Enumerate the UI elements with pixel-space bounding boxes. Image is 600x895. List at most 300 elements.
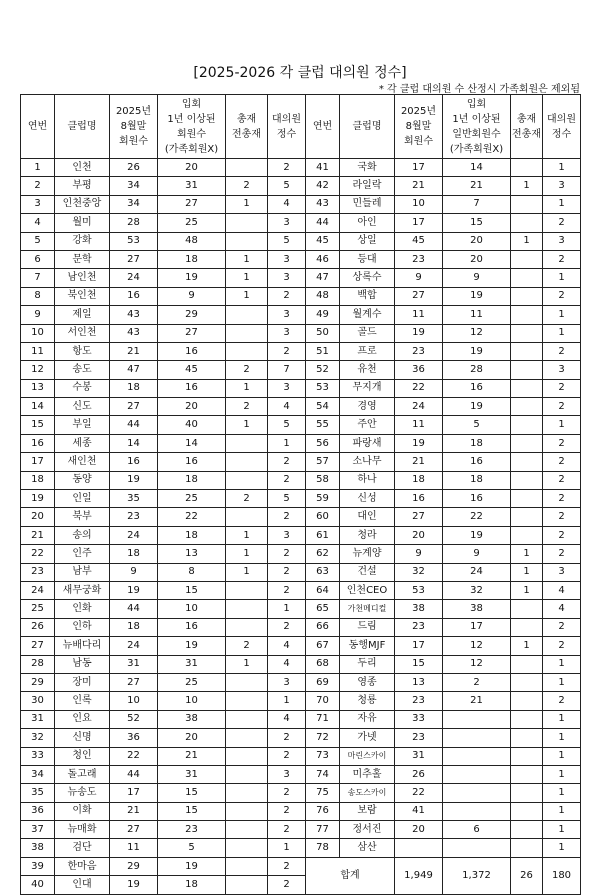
table-row [21,195,581,213]
cell-no-right: 54 [306,398,340,416]
cell-club-right: 프로 [340,342,395,360]
cell-delegates: 1 [268,692,306,710]
cell-no-right: 64 [306,581,340,599]
cell-members: 35 [110,490,158,508]
cell-members: 43 [110,306,158,324]
cell-members-right: 19 [395,434,443,452]
cell-transfer-right [511,214,543,232]
cell-delegates: 3 [268,306,306,324]
cell-members: 19 [110,876,158,894]
cell-transfer: 2 [226,177,268,195]
cell-over1y-right: 14 [443,159,511,177]
cell-no: 15 [21,416,55,434]
cell-members: 44 [110,416,158,434]
cell-over1y-right: 16 [443,490,511,508]
cell-members: 34 [110,177,158,195]
cell-over1y-right: 20 [443,250,511,268]
cell-delegates-right: 1 [543,710,581,728]
cell-members: 44 [110,600,158,618]
cell-over1y: 13 [158,545,226,563]
table-row [21,692,581,710]
cell-over1y: 31 [158,655,226,673]
cell-members: 14 [110,434,158,452]
cell-members: 26 [110,159,158,177]
cell-no-right: 41 [306,159,340,177]
cell-over1y-right [443,839,511,857]
cell-club-right: 마린스카이 [340,747,395,765]
cell-no: 19 [21,490,55,508]
cell-delegates-right: 2 [543,342,581,360]
cell-members: 34 [110,195,158,213]
header-delegates: 대의원 정수 [268,95,306,159]
cell-over1y-right: 16 [443,453,511,471]
cell-no-right: 52 [306,361,340,379]
cell-no: 20 [21,508,55,526]
cell-over1y: 25 [158,490,226,508]
cell-no: 29 [21,673,55,691]
cell-transfer [226,765,268,783]
cell-over1y-right: 7 [443,195,511,213]
cell-delegates: 3 [268,214,306,232]
cell-no-right: 47 [306,269,340,287]
table-row [21,618,581,636]
cell-over1y: 40 [158,416,226,434]
cell-over1y-right: 19 [443,342,511,360]
cell-over1y-right: 6 [443,821,511,839]
cell-no-right: 61 [306,526,340,544]
table-row [21,250,581,268]
cell-over1y: 15 [158,802,226,820]
cell-no-right: 53 [306,379,340,397]
cell-no-right: 51 [306,342,340,360]
cell-transfer-right: 1 [511,637,543,655]
cell-transfer: 1 [226,545,268,563]
cell-no: 30 [21,692,55,710]
cell-club: 뉴배다리 [55,637,110,655]
table-row [21,269,581,287]
cell-transfer-right [511,453,543,471]
header-delegates-right: 대의원 정수 [543,95,581,159]
cell-members-right: 13 [395,673,443,691]
cell-no: 16 [21,434,55,452]
cell-members: 21 [110,342,158,360]
cell-members: 31 [110,655,158,673]
cell-over1y: 48 [158,232,226,250]
cell-over1y-right: 2 [443,673,511,691]
cell-members: 22 [110,747,158,765]
cell-members: 16 [110,287,158,305]
cell-over1y: 5 [158,839,226,857]
table-row [21,490,581,508]
cell-transfer: 2 [226,637,268,655]
cell-club: 수봉 [55,379,110,397]
cell-delegates-right: 2 [543,526,581,544]
cell-delegates-right: 4 [543,581,581,599]
cell-delegates: 2 [268,876,306,894]
table-row [21,857,581,875]
cell-club: 월미 [55,214,110,232]
cell-over1y: 27 [158,324,226,342]
cell-transfer-right [511,306,543,324]
cell-members-right: 9 [395,545,443,563]
cell-no: 23 [21,563,55,581]
cell-transfer: 1 [226,655,268,673]
total-over1y: 1,372 [443,857,511,894]
cell-no-right: 57 [306,453,340,471]
cell-members-right: 32 [395,563,443,581]
cell-club: 강화 [55,232,110,250]
cell-members-right: 9 [395,269,443,287]
cell-delegates-right: 1 [543,306,581,324]
cell-club-right: 청룡 [340,692,395,710]
cell-club-right: 자유 [340,710,395,728]
cell-members: 16 [110,453,158,471]
cell-over1y: 20 [158,729,226,747]
header-no-right: 연번 [306,95,340,159]
cell-delegates-right: 1 [543,839,581,857]
total-members: 1,949 [395,857,443,894]
cell-no-right: 45 [306,232,340,250]
cell-transfer [226,159,268,177]
cell-delegates-right: 2 [543,490,581,508]
cell-delegates-right: 3 [543,361,581,379]
cell-members: 27 [110,250,158,268]
table-row [21,784,581,802]
cell-over1y-right: 32 [443,581,511,599]
cell-transfer: 1 [226,250,268,268]
cell-no: 28 [21,655,55,673]
cell-over1y-right: 12 [443,324,511,342]
cell-delegates-right: 1 [543,747,581,765]
cell-members-right: 11 [395,416,443,434]
cell-over1y: 20 [158,159,226,177]
cell-transfer [226,821,268,839]
cell-members: 9 [110,563,158,581]
cell-members-right: 21 [395,453,443,471]
cell-delegates-right: 2 [543,434,581,452]
cell-club: 인록 [55,692,110,710]
cell-transfer-right [511,287,543,305]
cell-members: 29 [110,857,158,875]
cell-club: 인천 [55,159,110,177]
cell-members-right: 33 [395,710,443,728]
cell-members: 43 [110,324,158,342]
cell-delegates: 3 [268,765,306,783]
cell-club: 뉴송도 [55,784,110,802]
cell-no-right: 63 [306,563,340,581]
cell-delegates: 2 [268,471,306,489]
cell-club-right: 인천CEO [340,581,395,599]
cell-over1y: 16 [158,379,226,397]
cell-transfer-right [511,600,543,618]
cell-no: 5 [21,232,55,250]
cell-over1y-right: 16 [443,379,511,397]
cell-transfer [226,214,268,232]
total-pg: 26 [511,857,543,894]
cell-club-right: 라일락 [340,177,395,195]
cell-delegates: 4 [268,637,306,655]
cell-delegates: 2 [268,581,306,599]
cell-over1y: 29 [158,306,226,324]
cell-delegates: 5 [268,416,306,434]
cell-delegates: 3 [268,250,306,268]
cell-over1y: 19 [158,637,226,655]
cell-delegates: 4 [268,398,306,416]
cell-over1y: 8 [158,563,226,581]
header-row [21,95,581,159]
cell-over1y-right: 20 [443,232,511,250]
cell-delegates: 2 [268,618,306,636]
cell-club: 항도 [55,342,110,360]
cell-over1y: 9 [158,287,226,305]
cell-club: 이화 [55,802,110,820]
cell-transfer: 1 [226,526,268,544]
cell-delegates: 2 [268,545,306,563]
cell-members-right: 27 [395,508,443,526]
cell-transfer-right [511,379,543,397]
cell-no: 14 [21,398,55,416]
cell-club: 한마음 [55,857,110,875]
cell-no-right: 69 [306,673,340,691]
cell-over1y: 18 [158,250,226,268]
cell-transfer-right: 1 [511,563,543,581]
cell-no-right: 66 [306,618,340,636]
cell-transfer-right [511,490,543,508]
cell-over1y-right: 21 [443,692,511,710]
cell-no: 39 [21,857,55,875]
cell-over1y-right: 9 [443,269,511,287]
total-label: 합계 [306,857,395,894]
cell-no-right: 77 [306,821,340,839]
cell-delegates-right: 1 [543,802,581,820]
cell-over1y-right: 18 [443,471,511,489]
cell-delegates: 1 [268,839,306,857]
cell-club: 장미 [55,673,110,691]
table-row [21,673,581,691]
table-row [21,526,581,544]
table-row [21,379,581,397]
cell-no-right: 42 [306,177,340,195]
cell-transfer-right [511,416,543,434]
cell-club-right: 대인 [340,508,395,526]
cell-transfer: 2 [226,361,268,379]
cell-over1y: 14 [158,434,226,452]
cell-members-right: 23 [395,250,443,268]
header-transfer-right: 총재 전총재 [511,95,543,159]
cell-transfer [226,306,268,324]
cell-club: 검단 [55,839,110,857]
cell-no: 22 [21,545,55,563]
cell-transfer-right [511,747,543,765]
cell-no-right: 48 [306,287,340,305]
cell-club: 인주 [55,545,110,563]
cell-no-right: 78 [306,839,340,857]
cell-club: 송도 [55,361,110,379]
cell-delegates: 2 [268,729,306,747]
cell-delegates-right: 1 [543,765,581,783]
cell-over1y: 15 [158,581,226,599]
cell-delegates-right: 2 [543,379,581,397]
cell-transfer-right [511,526,543,544]
table-row [21,821,581,839]
cell-club-right: 민들레 [340,195,395,213]
cell-club-right: 무지개 [340,379,395,397]
table-row [21,177,581,195]
cell-transfer [226,324,268,342]
cell-members: 10 [110,692,158,710]
cell-transfer-right [511,508,543,526]
table-row [21,361,581,379]
cell-club: 인일 [55,490,110,508]
table-row [21,710,581,728]
cell-no-right: 76 [306,802,340,820]
cell-transfer: 2 [226,398,268,416]
cell-members-right: 23 [395,618,443,636]
cell-no-right: 70 [306,692,340,710]
cell-transfer [226,729,268,747]
cell-members-right: 15 [395,655,443,673]
table-row [21,600,581,618]
cell-members-right: 31 [395,747,443,765]
cell-club: 북인천 [55,287,110,305]
cell-transfer [226,600,268,618]
table-row [21,434,581,452]
cell-over1y: 16 [158,453,226,471]
cell-club-right: 건설 [340,563,395,581]
cell-no: 31 [21,710,55,728]
cell-no-right: 50 [306,324,340,342]
cell-club: 인대 [55,876,110,894]
cell-transfer-right [511,159,543,177]
cell-over1y: 20 [158,398,226,416]
cell-over1y-right: 38 [443,600,511,618]
cell-club-right: 월계수 [340,306,395,324]
cell-no-right: 56 [306,434,340,452]
cell-over1y-right [443,802,511,820]
cell-members: 24 [110,637,158,655]
cell-transfer: 1 [226,379,268,397]
cell-members: 52 [110,710,158,728]
cell-over1y-right: 19 [443,287,511,305]
cell-transfer: 1 [226,269,268,287]
cell-no: 12 [21,361,55,379]
cell-members-right: 10 [395,195,443,213]
cell-over1y-right: 17 [443,618,511,636]
cell-club: 청인 [55,747,110,765]
cell-members: 11 [110,839,158,857]
cell-no: 27 [21,637,55,655]
cell-transfer [226,342,268,360]
cell-delegates: 5 [268,177,306,195]
cell-over1y: 10 [158,692,226,710]
cell-transfer [226,618,268,636]
cell-no: 33 [21,747,55,765]
cell-over1y-right: 28 [443,361,511,379]
cell-members: 19 [110,581,158,599]
cell-transfer-right [511,692,543,710]
cell-over1y: 19 [158,857,226,875]
cell-over1y: 31 [158,177,226,195]
cell-no-right: 72 [306,729,340,747]
cell-members-right [395,839,443,857]
table-row [21,839,581,857]
cell-members: 17 [110,784,158,802]
cell-transfer-right [511,471,543,489]
cell-over1y: 16 [158,618,226,636]
cell-no-right: 62 [306,545,340,563]
cell-club: 인천중앙 [55,195,110,213]
table-row [21,342,581,360]
cell-transfer-right [511,434,543,452]
cell-over1y: 38 [158,710,226,728]
cell-no: 26 [21,618,55,636]
cell-members: 18 [110,618,158,636]
cell-no-right: 74 [306,765,340,783]
cell-transfer: 1 [226,287,268,305]
cell-over1y-right [443,784,511,802]
cell-over1y-right: 24 [443,563,511,581]
cell-no-right: 60 [306,508,340,526]
cell-club: 제일 [55,306,110,324]
cell-delegates: 5 [268,232,306,250]
cell-delegates: 2 [268,159,306,177]
cell-no: 35 [21,784,55,802]
cell-delegates-right: 1 [543,821,581,839]
header-members-right: 2025년 8월말 회원수 [395,95,443,159]
cell-club: 부평 [55,177,110,195]
cell-transfer [226,857,268,875]
table-row [21,765,581,783]
cell-no: 11 [21,342,55,360]
cell-members-right: 22 [395,379,443,397]
cell-members: 19 [110,471,158,489]
cell-delegates-right: 1 [543,269,581,287]
cell-delegates-right: 2 [543,453,581,471]
cell-over1y-right: 19 [443,398,511,416]
cell-members-right: 24 [395,398,443,416]
table-row [21,802,581,820]
cell-delegates-right: 2 [543,508,581,526]
cell-delegates: 2 [268,287,306,305]
cell-transfer-right [511,765,543,783]
cell-club: 새무궁화 [55,581,110,599]
cell-transfer: 1 [226,416,268,434]
cell-no: 36 [21,802,55,820]
cell-club-right: 등대 [340,250,395,268]
cell-club-right: 뉴계양 [340,545,395,563]
cell-transfer-right [511,618,543,636]
cell-over1y-right: 19 [443,526,511,544]
cell-over1y-right: 11 [443,306,511,324]
cell-transfer-right [511,784,543,802]
table-row [21,637,581,655]
cell-transfer [226,876,268,894]
cell-transfer-right: 1 [511,232,543,250]
cell-members: 27 [110,673,158,691]
cell-members-right: 17 [395,214,443,232]
header-over1y-right: 입회 1년 이상된 일반회원수 (가족회원X) [443,95,511,159]
table-row [21,306,581,324]
cell-over1y: 25 [158,214,226,232]
cell-members-right: 18 [395,471,443,489]
table-row [21,581,581,599]
cell-over1y-right: 22 [443,508,511,526]
cell-delegates-right: 2 [543,214,581,232]
cell-transfer-right [511,655,543,673]
cell-club-right: 삼산 [340,839,395,857]
cell-transfer [226,453,268,471]
cell-over1y: 22 [158,508,226,526]
